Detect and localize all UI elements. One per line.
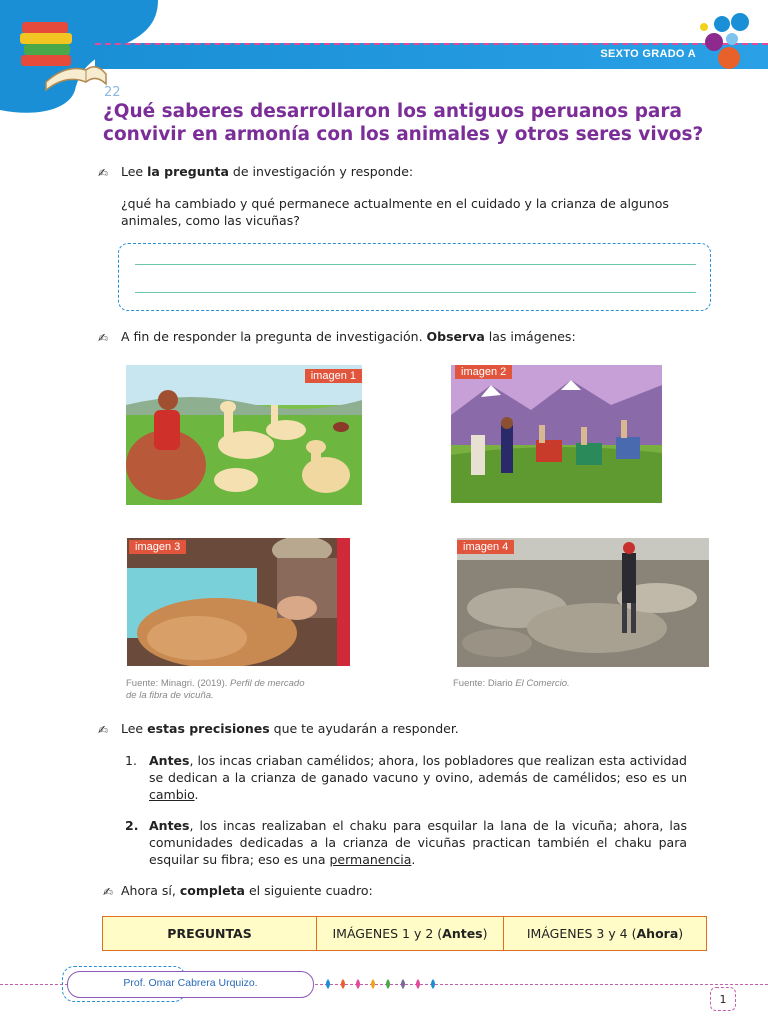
list-item: 2. Antes, los incas realizaban el chaku para esquilar la lana de la vicuña; ahora, las comunidades dedicadas a la crianza de vicuñas practican también el chaku para esquilar su fibra; eso es una permanencia. — [125, 818, 687, 867]
image-tag: imagen 1 — [305, 369, 362, 383]
colored-dots-icon — [696, 10, 756, 72]
grade-label: SEXTO GRADO A — [600, 48, 696, 60]
page-number: 1 — [710, 987, 736, 1011]
image-2 — [451, 365, 662, 503]
answer-table — [102, 916, 707, 951]
colored-drops-icon — [323, 977, 448, 991]
page-label: 22 — [104, 85, 121, 100]
image-tag: imagen 3 — [129, 540, 186, 554]
table-header-now: IMÁGENES 3 y 4 ( Ahora ) — [526, 926, 684, 941]
dead-vicunas-photo — [457, 538, 709, 667]
source-left: Fuente: Minagri. (2019). Perfil de mercado de la fibra de vicuña. — [126, 678, 305, 701]
instruction-1: Lee la pregunta de investigación y responde: — [121, 164, 414, 179]
llama-caravan-illustration — [451, 365, 662, 503]
books-icon — [16, 12, 108, 92]
llamas-illustration — [126, 365, 362, 505]
author-name: Prof. Omar Cabrera Urquizo. — [123, 977, 258, 989]
answer-line — [135, 264, 696, 265]
vicuna-shearing-photo — [127, 538, 350, 666]
answer-line — [135, 292, 696, 293]
pencil-hand-icon: ✍ — [103, 885, 114, 899]
pencil-hand-icon: ✍ — [98, 723, 109, 737]
research-question: ¿qué ha cambiado y qué permanece actualmente en el cuidado y la crianza de algunos animales, como las vicuñas? — [121, 196, 669, 228]
pencil-hand-icon: ✍ — [98, 166, 109, 180]
image-3 — [127, 538, 350, 666]
source-right: Fuente: Diario El Comercio. — [453, 678, 570, 689]
instruction-2: A fin de responder la pregunta de investigación. Observa las imágenes: — [121, 329, 576, 344]
table-header-questions: PREGUNTAS — [103, 917, 317, 950]
page-title: ¿Qué saberes desarrollaron los antiguos peruanos para convivir en armonía con los animales y otros seres vivos? — [103, 101, 704, 145]
answer-box[interactable] — [118, 243, 711, 311]
pencil-hand-icon: ✍ — [98, 331, 109, 345]
instruction-3: Lee estas precisiones que te ayudarán a responder. — [121, 721, 459, 736]
image-tag: imagen 2 — [455, 365, 512, 379]
image-tag: imagen 4 — [457, 540, 514, 554]
instruction-4: Ahora sí, completa el siguiente cuadro: — [121, 883, 373, 898]
image-1 — [126, 365, 362, 505]
image-4 — [457, 538, 709, 667]
list-item: 1. Antes, los incas criaban camélidos; ahora, los pobladores que realizan esta actividad se dedican a la crianza de ganado vacuno y ovino, además de camélidos; eso es un cambio. — [125, 753, 687, 802]
table-header-before: IMÁGENES 1 y 2 ( Antes ) — [317, 917, 504, 950]
